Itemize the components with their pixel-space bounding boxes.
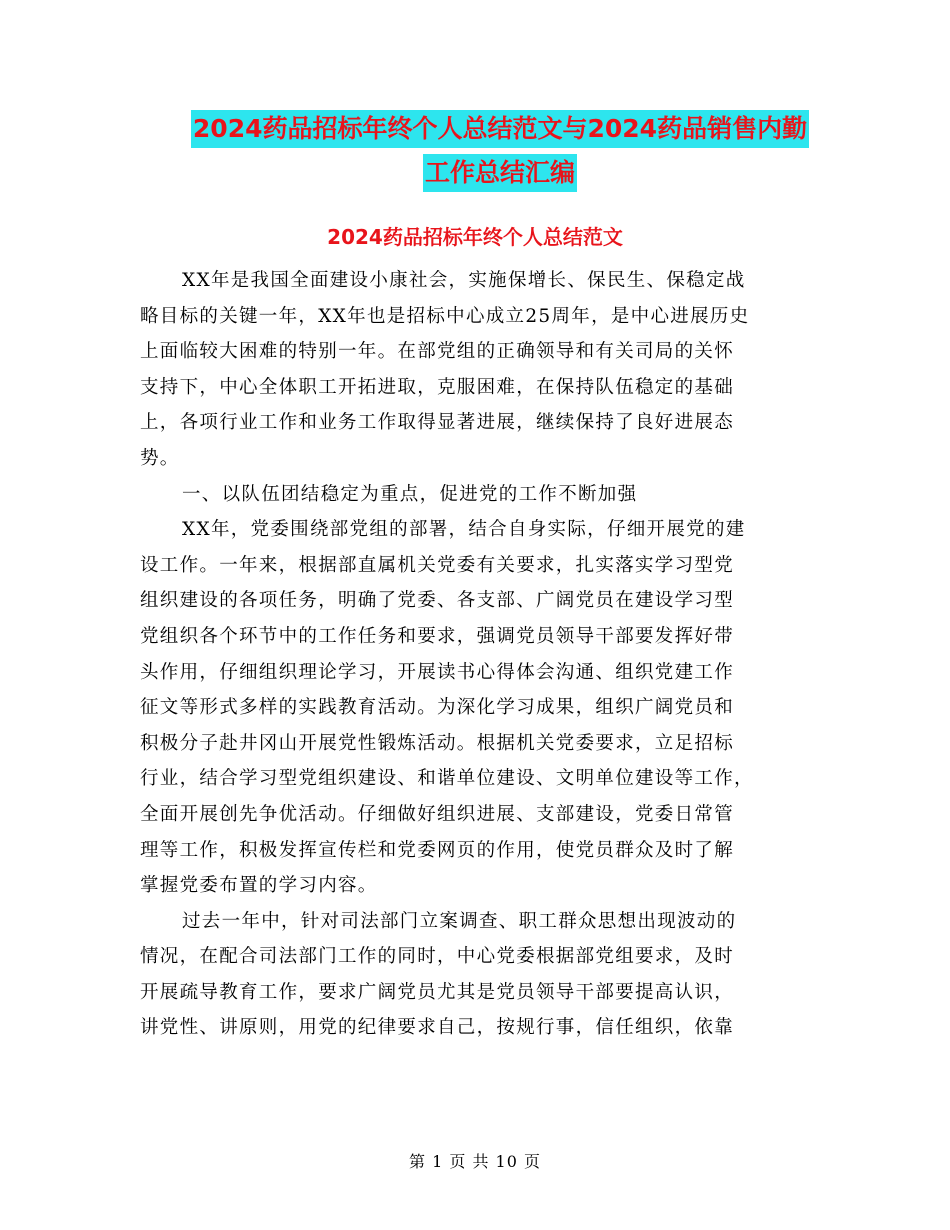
title-line-2: 工作总结汇编 <box>423 154 577 192</box>
body-line: 开展疏导教育工作，要求广阔党员尤其是党员领导干部要提高认识， <box>140 981 735 1003</box>
body-line: 掌握党委布置的学习内容。 <box>140 875 378 897</box>
document-title <box>140 110 860 192</box>
document-body <box>140 263 810 1046</box>
title-line-1: 2024药品招标年终个人总结范文与2024药品销售内勤 <box>191 110 809 148</box>
body-line: XX年，党委围绕部党组的部署，结合自身实际，仔细开展党的建 <box>182 519 746 541</box>
page-footer: 第 1 页 共 10 页 <box>409 1152 541 1171</box>
body-line: XX年是我国全面建设小康社会，实施保增长、保民生、保稳定战 <box>182 270 746 291</box>
body-line: 势。 <box>140 447 180 469</box>
body-line: 理等工作，积极发挥宣传栏和党委网页的作用，使党员群众及时了解 <box>140 839 735 861</box>
body-line: 行业，结合学习型党组织建设、和谐单位建设、文明单位建设等工作， <box>140 768 754 790</box>
body-line: 积极分子赴井冈山开展党性锻炼活动。根据机关党委要求，立足招标 <box>140 732 735 754</box>
body-line: 组织建设的各项任务，明确了党委、各支部、广阔党员在建设学习型 <box>140 590 735 612</box>
body-line: 党组织各个环节中的工作任务和要求，强调党员领导干部要发挥好带 <box>140 625 735 647</box>
body-line: 过去一年中，针对司法部门立案调查、职工群众思想出现波动的 <box>182 910 737 932</box>
body-line: 支持下，中心全体职工开拓进取，克服困难，在保持队伍稳定的基础 <box>140 376 735 398</box>
body-line: 设工作。一年来，根据部直属机关党委有关要求，扎实落实学习型党 <box>140 554 735 576</box>
body-line: 略目标的关键一年，XX年也是招标中心成立25周年，是中心进展历史 <box>140 305 750 327</box>
section-heading: 一、以队伍团结稳定为重点，促进党的工作不断加强 <box>182 483 638 505</box>
body-line: 头作用，仔细组织理论学习，开展读书心得体会沟通、组织党建工作 <box>140 661 735 683</box>
body-line: 全面开展创先争优活动。仔细做好组织进展、支部建设，党委日常管 <box>140 803 735 825</box>
body-line: 情况，在配合司法部门工作的同时，中心党委根据部党组要求，及时 <box>140 946 735 968</box>
body-line: 上面临较大困难的特别一年。在部党组的正确领导和有关司局的关怀 <box>140 341 735 363</box>
section-title: 2024药品招标年终个人总结范文 <box>327 225 623 249</box>
body-line: 征文等形式多样的实践教育活动。为深化学习成果，组织广阔党员和 <box>140 697 735 719</box>
body-line: 上，各项行业工作和业务工作取得显著进展，继续保持了良好进展态 <box>140 412 735 434</box>
body-line: 讲党性、讲原则，用党的纪律要求自己，按规行事，信任组织，依靠 <box>140 1017 735 1039</box>
